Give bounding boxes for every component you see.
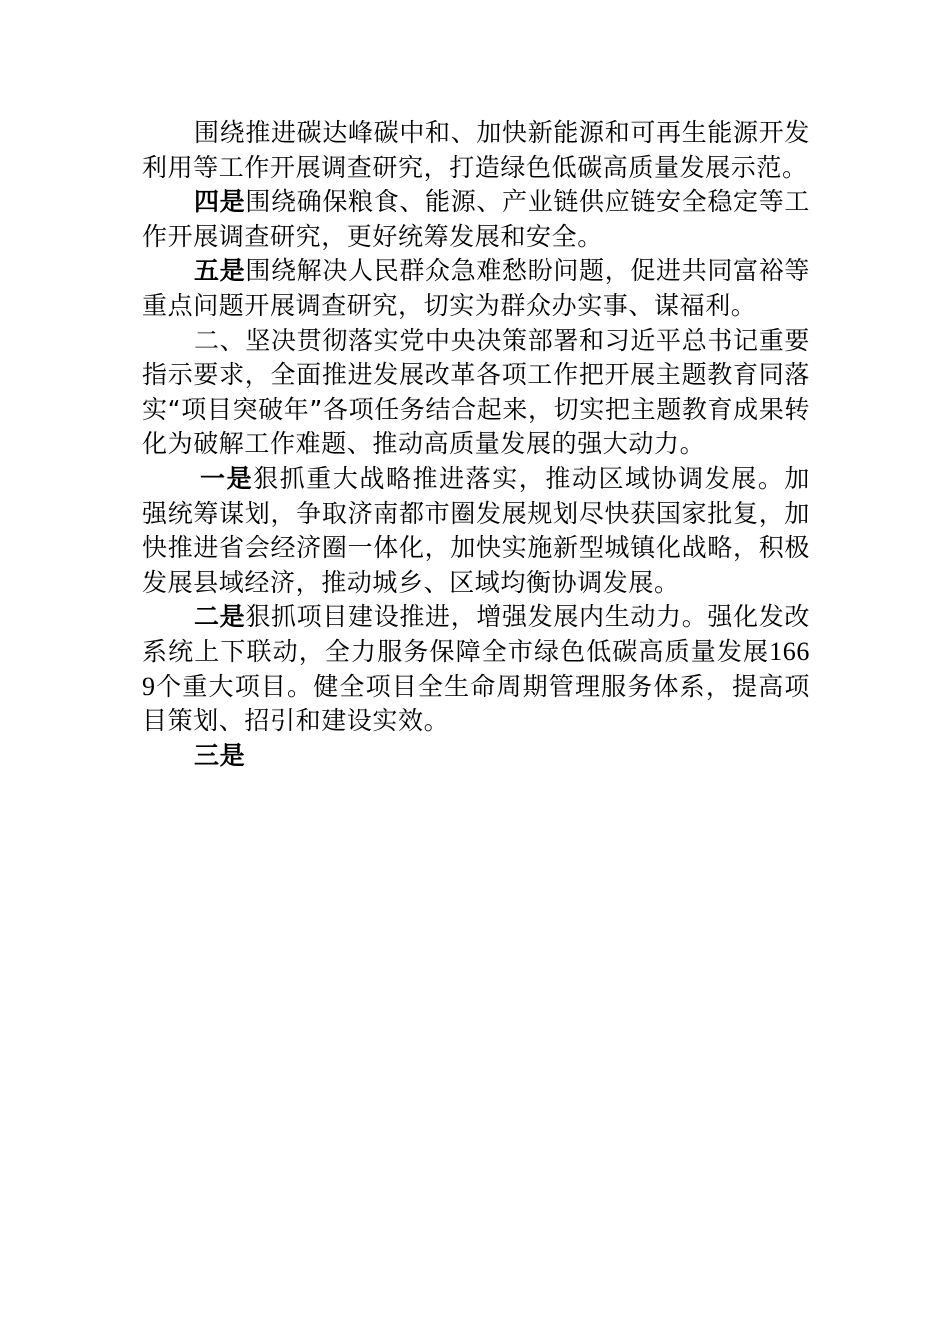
paragraph-item-five: [142, 254, 810, 323]
paragraph-text: 围绕解决人民群众急难愁盼问题，促进共同富裕等重点问题开展调查研究，切实为群众办实事、谋福利。: [142, 256, 811, 320]
paragraph-item-one: [142, 462, 810, 600]
paragraph-lead: 四是: [194, 187, 246, 217]
paragraph-text: 围绕确保粮食、能源、产业链供应链安全稳定等工作开展调查研究，更好统筹发展和安全。: [142, 187, 811, 251]
paragraph-lead: 二是: [194, 602, 246, 632]
paragraph-text: 个重大项目。健全项目全生命周期管理服务体系，提高项目策划、招引和建设实效。: [142, 671, 810, 736]
paragraph-item-four: [142, 185, 810, 254]
paragraph-item-three: [142, 739, 810, 774]
paragraph-text: 二、坚决贯彻落实党中央决策部署和习近平总书记重要指示要求，全面推进发展改革各项工作把开展主题教育同落实“项目突破年”各项任务结合起来，切实把主题教育成果转化为破解工作难题、推动高质量发展的强大动力。: [142, 325, 810, 459]
paragraph-text: 狠抓项目建设推进，增强发展内生动力。强化发改系统上下联动，全力服务保障全市绿色低碳高质量发展: [142, 602, 811, 666]
project-count: 1669: [142, 636, 810, 701]
paragraph-section-two: [142, 324, 810, 462]
paragraph-carbon-research: [142, 116, 810, 185]
paragraph-lead: 一是: [200, 463, 254, 493]
paragraph-lead: 三是: [194, 740, 246, 770]
paragraph-text: 围绕推进碳达峰碳中和、加快新能源和可再生能源开发利用等工作开展调查研究，打造绿色低碳高质量发展示范。: [142, 118, 810, 182]
paragraph-lead: 五是: [194, 256, 246, 286]
document-body: [142, 116, 810, 773]
paragraph-text: 狠抓重大战略推进落实，推动区域协调发展。加强统筹谋划，争取济南都市圈发展规划尽快获国家批复，加快推进省会经济圈一体化，加快实施新型城镇化战略，积极发展县域经济，推动城乡、区域均衡协调发展。: [142, 463, 811, 597]
paragraph-item-two: [142, 600, 810, 738]
